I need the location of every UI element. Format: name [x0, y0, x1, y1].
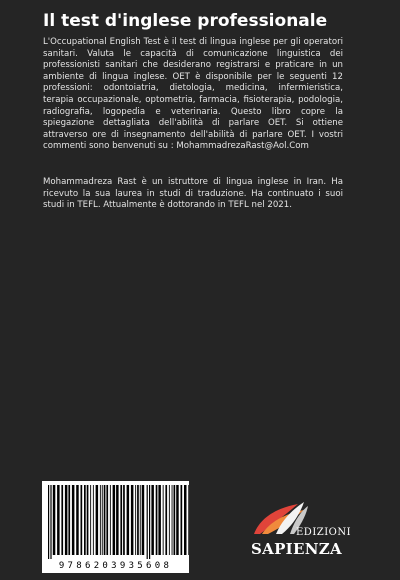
isbn-number: 9786203935608: [58, 561, 173, 571]
publisher-logo: [246, 500, 356, 562]
publisher-imprint: EDIZIONI: [296, 527, 352, 538]
barcode-bars: [42, 481, 189, 561]
book-description: L'Occupational English Test è il test di lingua inglese per gli operatori sanitari. Valuta le capacità di comunicazione linguistica dei professionisti sanitari che desiderano registrarsi e praticare in un ambiente di lingua inglese. OET è disponibile per le seguenti 12 professioni: odontoiatria, dietologia, medicina, infermieristica, terapia occupazionale, optometria, farmacia, fisioterapia, podologia, radiografia, logopedia e veterinaria. Questo libro copre la spiegazione dettagliata dell'abilità di parlare OET. Si ottiene attraverso ore di insegnamento dell'abilità di parlare OET. I vostri commenti sono benvenuti su : MohammadrezaRast@Aol.Com: [43, 37, 343, 152]
publisher-name: SAPIENZA: [251, 540, 342, 558]
author-bio: Mohammadreza Rast è un istruttore di lingua inglese in Iran. Ha ricevuto la sua laurea in studi di traduzione. Ha continuato i suoi studi in TEFL. Attualmente è dottorando in TEFL nel 2021.: [43, 177, 343, 211]
cover-title: Il test d'inglese professionale: [43, 11, 328, 31]
isbn-barcode: [42, 481, 189, 573]
